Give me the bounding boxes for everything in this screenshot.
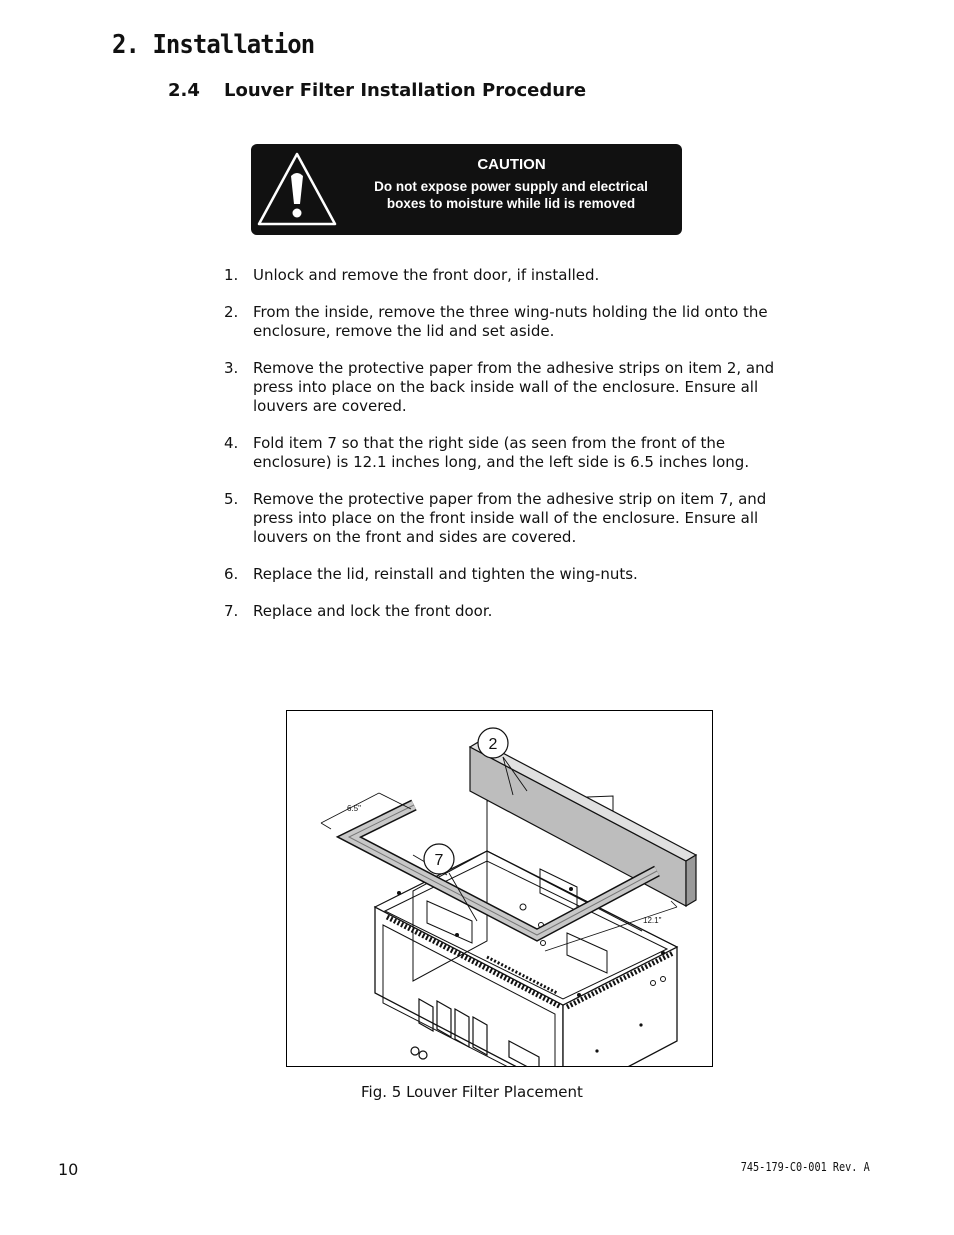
- step-text: Fold item 7 so that the right side (as seen from the front of the enclosure) is 12.1 inches long, and the left side is 6.5 inches long.: [253, 434, 750, 471]
- caution-text: Do not expose power supply and electrical boxes to moisture while lid is removed: [374, 179, 648, 211]
- step-text: Unlock and remove the front door, if installed.: [253, 266, 600, 284]
- step-number: 5.: [224, 490, 239, 508]
- step-item: [224, 490, 784, 547]
- step-number: 6.: [224, 565, 239, 583]
- procedure-steps: [224, 266, 784, 621]
- callout-2-label: 2: [488, 736, 498, 753]
- dimension-left-label: 6.5": [347, 804, 361, 813]
- step-number: 2.: [224, 303, 239, 321]
- step-item: [224, 266, 784, 285]
- figure-frame: [286, 710, 713, 1067]
- step-text: Replace and lock the front door.: [253, 602, 493, 620]
- step-item: [224, 565, 784, 584]
- caution-title: CAUTION: [477, 156, 546, 173]
- step-number: 1.: [224, 266, 239, 284]
- step-text: Replace the lid, reinstall and tighten the wing-nuts.: [253, 565, 638, 583]
- step-text: From the inside, remove the three wing-nuts holding the lid onto the enclosure, remove the lid and set aside.: [253, 303, 768, 340]
- step-item: [224, 359, 784, 416]
- section-heading: [168, 80, 586, 101]
- warning-triangle-icon: [255, 150, 339, 228]
- section-title: Louver Filter Installation Procedure: [224, 80, 587, 101]
- chapter-title: 2. Installation: [112, 30, 315, 60]
- step-text: Remove the protective paper from the adhesive strip on item 7, and press into place on the front inside wall of the enclosure. Ensure all louvers on the front and sides are covered.: [253, 490, 767, 546]
- dimension-right-label: 12.1": [643, 916, 662, 925]
- louver-filter-illustration: [287, 711, 713, 1067]
- caution-box: [251, 144, 682, 235]
- page-number: 10: [58, 1160, 79, 1179]
- figure-caption: Fig. 5 Louver Filter Placement: [361, 1083, 583, 1101]
- step-item: [224, 434, 784, 472]
- callout-7-label: 7: [434, 852, 444, 869]
- section-number: 2.4: [168, 80, 200, 101]
- step-number: 3.: [224, 359, 239, 377]
- step-number: 7.: [224, 602, 239, 620]
- step-number: 4.: [224, 434, 239, 452]
- step-item: [224, 602, 784, 621]
- step-item: [224, 303, 784, 341]
- document-id: 745-179-C0-001 Rev. A: [741, 1160, 870, 1174]
- step-text: Remove the protective paper from the adhesive strips on item 2, and press into place on the back inside wall of the enclosure. Ensure all louvers are covered.: [253, 359, 775, 415]
